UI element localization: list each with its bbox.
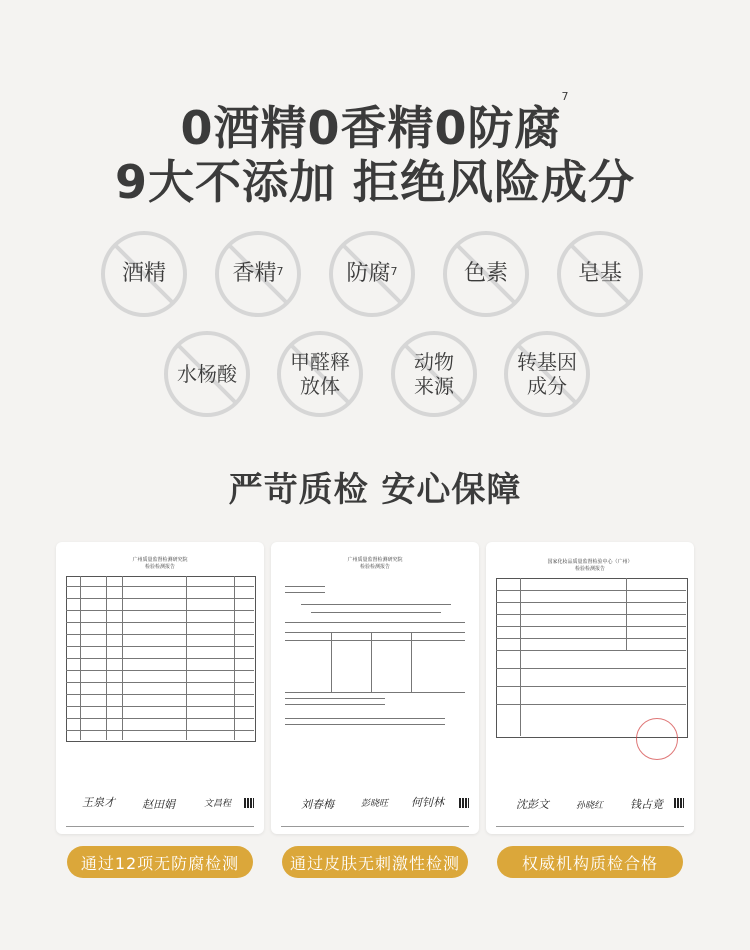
report-org: 广州质量监督检测研究院 [347, 557, 403, 563]
no-salicylic-acid-badge [164, 331, 250, 417]
badge-label: 皂基 [577, 261, 622, 286]
report-org: 国家化妆品质量监督检验中心（广州） [547, 559, 633, 565]
report-title: 检验检测报告 [359, 564, 390, 570]
red-stamp [636, 718, 678, 760]
report-title: 检验检测报告 [574, 566, 605, 572]
no-soap-base-badge [557, 231, 643, 317]
signature: 刘春梅 [301, 798, 334, 811]
badge-label: 水杨酸 [177, 362, 237, 386]
report-org: 广州质量监督检测研究院 [132, 557, 188, 563]
preservative-test-label: 通过12项无防腐检测 [67, 846, 253, 878]
footnote-mark: 7 [390, 265, 398, 278]
skin-irritation-test-label: 通过皮肤无刺激性检测 [282, 846, 468, 878]
no-alcohol-badge [101, 231, 187, 317]
badge-label: 甲醛释 [290, 350, 350, 374]
signature: 孙晓红 [576, 801, 604, 811]
badge-label: 色素 [463, 261, 508, 286]
test-report-card [486, 542, 694, 834]
no-preservative-badge [329, 231, 415, 317]
badge-label: 动物 [414, 350, 454, 374]
signature: 文昌程 [204, 799, 232, 809]
headline-line2: 9大不添加 拒绝风险成分 [114, 155, 636, 209]
test-report-card [271, 542, 479, 834]
signature: 钱占竟 [630, 798, 663, 811]
qr-code [674, 798, 684, 808]
signature: 王泉才 [82, 796, 115, 809]
no-animal-source-badge [391, 331, 477, 417]
badge-label: 香精 [232, 261, 277, 286]
footnote-mark: 7 [276, 265, 284, 278]
badge-label: 酒精 [121, 261, 166, 286]
no-pigment-badge [443, 231, 529, 317]
headline-line1: 0酒精0香精0防腐$^7$ [180, 90, 570, 155]
signature: 何钊林 [411, 796, 444, 809]
no-formaldehyde-releaser-badge [277, 331, 363, 417]
badge-label: 来源 [414, 374, 454, 398]
authority-qualified-label: 权威机构质检合格 [497, 846, 683, 878]
badge-label: 放体 [300, 374, 340, 398]
no-fragrance-badge [215, 231, 301, 317]
badge-label: 防腐 [346, 261, 391, 286]
qr-code [244, 798, 254, 808]
report-title: 检验检测报告 [144, 564, 175, 570]
no-gmo-badge [504, 331, 590, 417]
footnote-mark: 7 [561, 90, 570, 103]
section-title: 严苛质检 安心保障 [228, 470, 522, 510]
badge-label: 成分 [527, 374, 567, 398]
signature: 赵田娟 [142, 798, 175, 811]
qr-code [459, 798, 469, 808]
test-report-card [56, 542, 264, 834]
signature: 沈彭文 [516, 798, 549, 811]
badge-label: 转基因 [517, 350, 577, 374]
signature: 彭晓旺 [361, 799, 389, 809]
